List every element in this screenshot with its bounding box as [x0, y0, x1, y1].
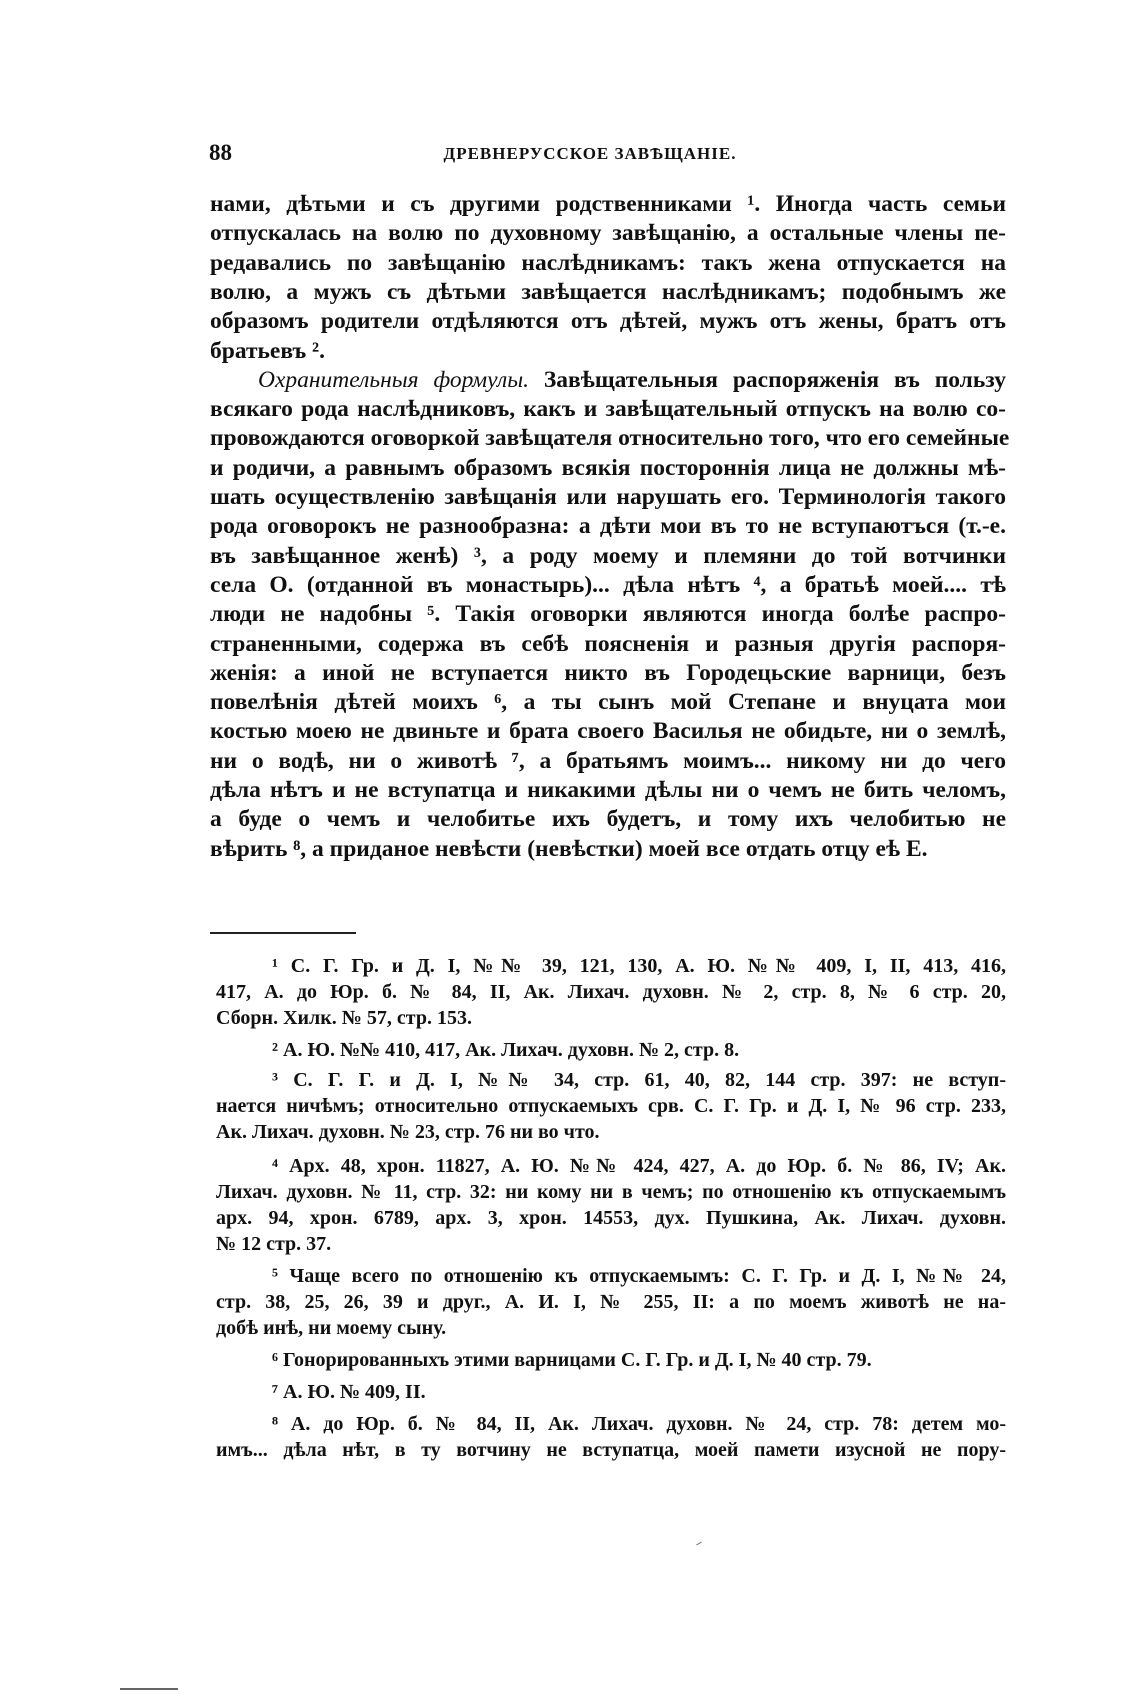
body-line: повелѣнія дѣтей моихъ ⁶, а ты сынъ мой Степане и внуцата мои [210, 689, 1006, 716]
body-line: нами, дѣтьми и съ другими родственниками ¹. Иногда часть семьи [210, 191, 1006, 217]
footnote-line: добѣ инѣ, ни моему сыну. [216, 1317, 447, 1339]
body-line: рода оговорокъ не разнообразна: а дѣти мои въ то не вступаютъся (т.-е. [210, 513, 1006, 540]
footnote-line: ⁶ Гонорированныхъ этими варницами С. Г. Гр. и Д. I, № 40 стр. 79. [272, 1349, 872, 1371]
footnote-line: Лихач. духовн. № 11, стр. 32: ни кому ни в чемъ; по отношенію къ отпускаемымъ [216, 1181, 1006, 1203]
footnote-rule [210, 932, 356, 934]
body-line: Охранительныя формулы. Завѣщательныя распоряженія въ пользу [258, 366, 1006, 393]
running-title: ДРЕВНЕРУССКОЕ ЗАВѢЩАНІЕ. [443, 144, 737, 163]
footnote-line: 417, А. до Юр. б. № 84, II, Ак. Лихач. духовн. № 2, стр. 8, № 6 стр. 20, [216, 981, 1006, 1003]
body-line: и родичи, а равнымъ образомъ всякія постороннія лица не должны мѣ- [210, 454, 1006, 481]
page-number: 88 [209, 140, 232, 165]
body-line: женія: а иной не вступается никто въ Городецьские варници, безъ [210, 659, 1006, 686]
footnote-line: ⁷ А. Ю. № 409, II. [272, 1381, 426, 1403]
body-line: страненными, содержа въ себѣ поясненія и разныя другія распоря- [210, 630, 1006, 657]
body-line: всякаго рода наслѣдниковъ, какъ и завѣщательный отпускъ на волю со- [210, 396, 1006, 423]
footnote-line: ¹ С. Г. Гр. и Д. I, №№ 39, 121, 130, А. Ю. №№ 409, I, II, 413, 416, [272, 955, 1006, 977]
body-line: села О. (отданной въ монастырь)... дѣла нѣтъ ⁴, а братьѣ моей.... тѣ [210, 571, 1006, 598]
body-line: вѣрить ⁸, а приданое невѣсти (невѣстки) моей все отдать отцу еѣ Е. [210, 835, 928, 862]
footnote-line: № 12 стр. 37. [216, 1233, 332, 1255]
body-line: ни о водѣ, ни о животѣ ⁷, а братьямъ моимъ... никому ни до чего [210, 747, 1006, 774]
body-line: образомъ родители отдѣляются отъ дѣтей, мужъ отъ жены, братъ отъ [210, 308, 1006, 335]
footnote-line: ⁵ Чаще всего по отношенію къ отпускаемымъ: С. Г. Гр. и Д. I, №№ 24, [272, 1265, 1006, 1287]
footnote-line: ² А. Ю. №№ 410, 417, Ак. Лихач. духовн. № 2, стр. 8. [272, 1039, 740, 1061]
edge-mark [120, 1688, 178, 1690]
footnote-line: ⁸ А. до Юр. б. № 84, II, Ак. Лихач. духовн. № 24, стр. 78: детем мо- [272, 1413, 1006, 1435]
body-line: дѣла нѣтъ и не вступатца и никакими дѣлы ни о чемъ не бить челомъ, [210, 777, 1006, 803]
body-line: братьевъ ². [210, 337, 325, 364]
footnote-line: ³ С. Г. Г. и Д. I, №№ 34, стр. 61, 40, 82, 144 стр. 397: не вступ- [272, 1069, 1006, 1091]
body-line: провождаются оговоркой завѣщателя относительно того, что его семейные [210, 425, 1010, 452]
footnote-line: имъ... дѣла нѣт, в ту вотчину не вступатца, моей памети изусной не пору- [216, 1439, 1006, 1461]
body-line: отпускалась на волю по духовному завѣщанію, а остальные члены пе- [210, 220, 1006, 247]
footnote-line: ⁴ Арх. 48, хрон. 11827, А. Ю. №№ 424, 427, А. до Юр. б. № 86, IV; Ак. [272, 1155, 1006, 1177]
body-line: шать осуществленію завѣщанія или нарушать его. Терминологія такого [210, 484, 1006, 510]
body-line: костью моею не двиньте и брата своего Василья не обидьте, ни о землѣ, [210, 718, 1006, 745]
footnote-line: арх. 94, хрон. 6789, арх. 3, хрон. 14553, дух. Пушкина, Ак. Лихач. духовн. [216, 1207, 1006, 1229]
page-mark [696, 1542, 702, 1546]
section-heading: Охранительныя формулы. [258, 366, 529, 393]
body-line: волю, а мужъ съ дѣтьми завѣщается наслѣдникамъ; подобнымъ же [210, 278, 1006, 305]
body-line: редавались по завѣщанію наслѣдникамъ: такъ жена отпускается на [210, 249, 1006, 276]
footnote-line: нается ничѣмъ; относительно отпускаемыхъ срв. С. Г. Гр. и Д. I, № 96 стр. 233, [216, 1095, 1006, 1117]
footnote-line: Сборн. Хилк. № 57, стр. 153. [216, 1007, 472, 1029]
body-line: а буде о чемъ и челобитье ихъ будетъ, и тому ихъ челобитью не [210, 806, 1006, 833]
footnote-line: Ак. Лихач. духовн. № 23, стр. 76 ни во что. [216, 1121, 600, 1143]
body-line: люди не надобны ⁵. Такія оговорки являются иногда болѣе распро- [210, 601, 1006, 628]
footnote-line: стр. 38, 25, 26, 39 и друг., А. И. I, № 255, II: а по моемъ животѣ не на- [216, 1291, 1006, 1313]
body-line: въ завѣщанное женѣ) ³, а роду моему и племяни до той вотчинки [210, 542, 1006, 569]
